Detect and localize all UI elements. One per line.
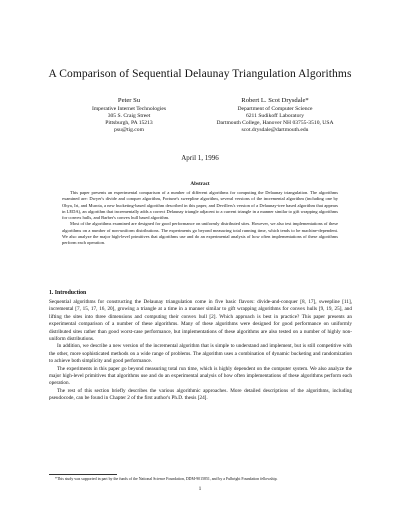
author-city: Pittsburgh, PA 15213	[105, 120, 153, 126]
body-paragraph: The experiments in this paper go beyond measuring total run time, which is highly dependent on the computer system. We also analyze the major high-level primitives that algorithms use and do an experimental analysis of how often implementations of these algorithms perform each operation.	[49, 365, 352, 387]
author-email: scot.drysdale@dartmouth.edu	[241, 127, 309, 133]
paper-title: A Comparison of Sequential Delaunay Triangulation Algorithms	[48, 68, 352, 80]
page-number: 1	[198, 486, 202, 492]
abstract-paragraph: Most of the algorithms examined are designed for good performance on uniformly distributed sites. However, we also test implementations of these algorithms on a number of non-uniform distributions. The experiments go beyond measuring total running time, which tends to be machine-dependent. We also analyze the major high-level primitives that algorithms use and do an experimental analysis of how often implementations of these algorithms perform each operation.	[62, 221, 338, 246]
section-heading: 1. Introduction	[49, 290, 87, 296]
paper-date: April 1, 1996	[181, 154, 219, 162]
footnote-text: *This study was supported in part by the funds of the National Science Foundation, DDM-9015851, and by a Fulbright Foundation fellowship.	[55, 477, 278, 481]
section-body	[49, 299, 352, 403]
author-address: 6211 Sudikoff Laboratory	[245, 113, 305, 119]
abstract	[62, 190, 338, 247]
footnote-rule	[49, 474, 117, 475]
footnote	[49, 477, 352, 482]
author-address: 305 S. Craig Street	[107, 113, 151, 119]
author-name: Peter Su	[117, 97, 141, 104]
body-paragraph: In addition, we describe a new version of the incremental algorithm that is simple to understand and implement, but is still competitive with the other, more sophisticated methods on a wide range of problems. The algorithm uses a combination of dynamic bucketing and randomization to achieve both simplicity and good performance.	[49, 343, 352, 365]
author-block-2	[205, 96, 345, 134]
abstract-paragraph: This paper presents an experimental comparison of a number of different algorithms for computing the Delaunay triangulation. The algorithms examined are: Dwyer's divide and conquer algorithm, Fortune's sweepline algorithm, several versions of the incremental algorithm (including one by Ohya, Iri, and Murota, a new bucketing-based algorithm described in this paper, and Devillers's version of a Delaunay-tree based algorithm that appears in LEDA), an algorithm that incrementally adds a correct Delaunay triangle adjacent to a current triangle in a manner similar to gift wrapping algorithms for convex hulls, and Barber's convex hull based algorithm.	[62, 190, 338, 221]
author-email: psu@tig.com	[114, 127, 144, 133]
author-affiliation: Department of Computer Science	[237, 106, 313, 112]
author-block-1	[68, 96, 190, 134]
author-city: Dartmouth College, Hanover NH 03755-3510, USA	[216, 120, 334, 126]
author-name: Robert L. Scot Drysdale*	[241, 97, 309, 104]
abstract-heading: Abstract	[190, 181, 210, 187]
body-paragraph: Sequential algorithms for constructing the Delaunay triangulation come in five basic flavors: divide-and-conquer [8, 17], sweepline [11], incremental [7, 15, 17, 16, 20], growing a triangle at a time in a manner similar to gift wrapping algorithms for convex hulls [9, 19, 25], and lifting the sites into three dimensions and computing their convex hull [2]. Which approach is best in practice? This paper presents an experimental comparison of a number of these algorithms. Many of these algorithms were designed for good performance on uniformly distributed sites rather than good worst-case performance, but implementations of these algorithms are also tested on a number of highly non-uniform distributions.	[49, 299, 352, 343]
body-paragraph: The rest of this section briefly describes the various algorithmic approaches. More detailed descriptions of the algorithms, including pseudocode, can be found in Chapter 2 of the first author's Ph.D. thesis [24].	[49, 387, 352, 402]
author-affiliation: Imperative Internet Technologies	[91, 106, 167, 112]
